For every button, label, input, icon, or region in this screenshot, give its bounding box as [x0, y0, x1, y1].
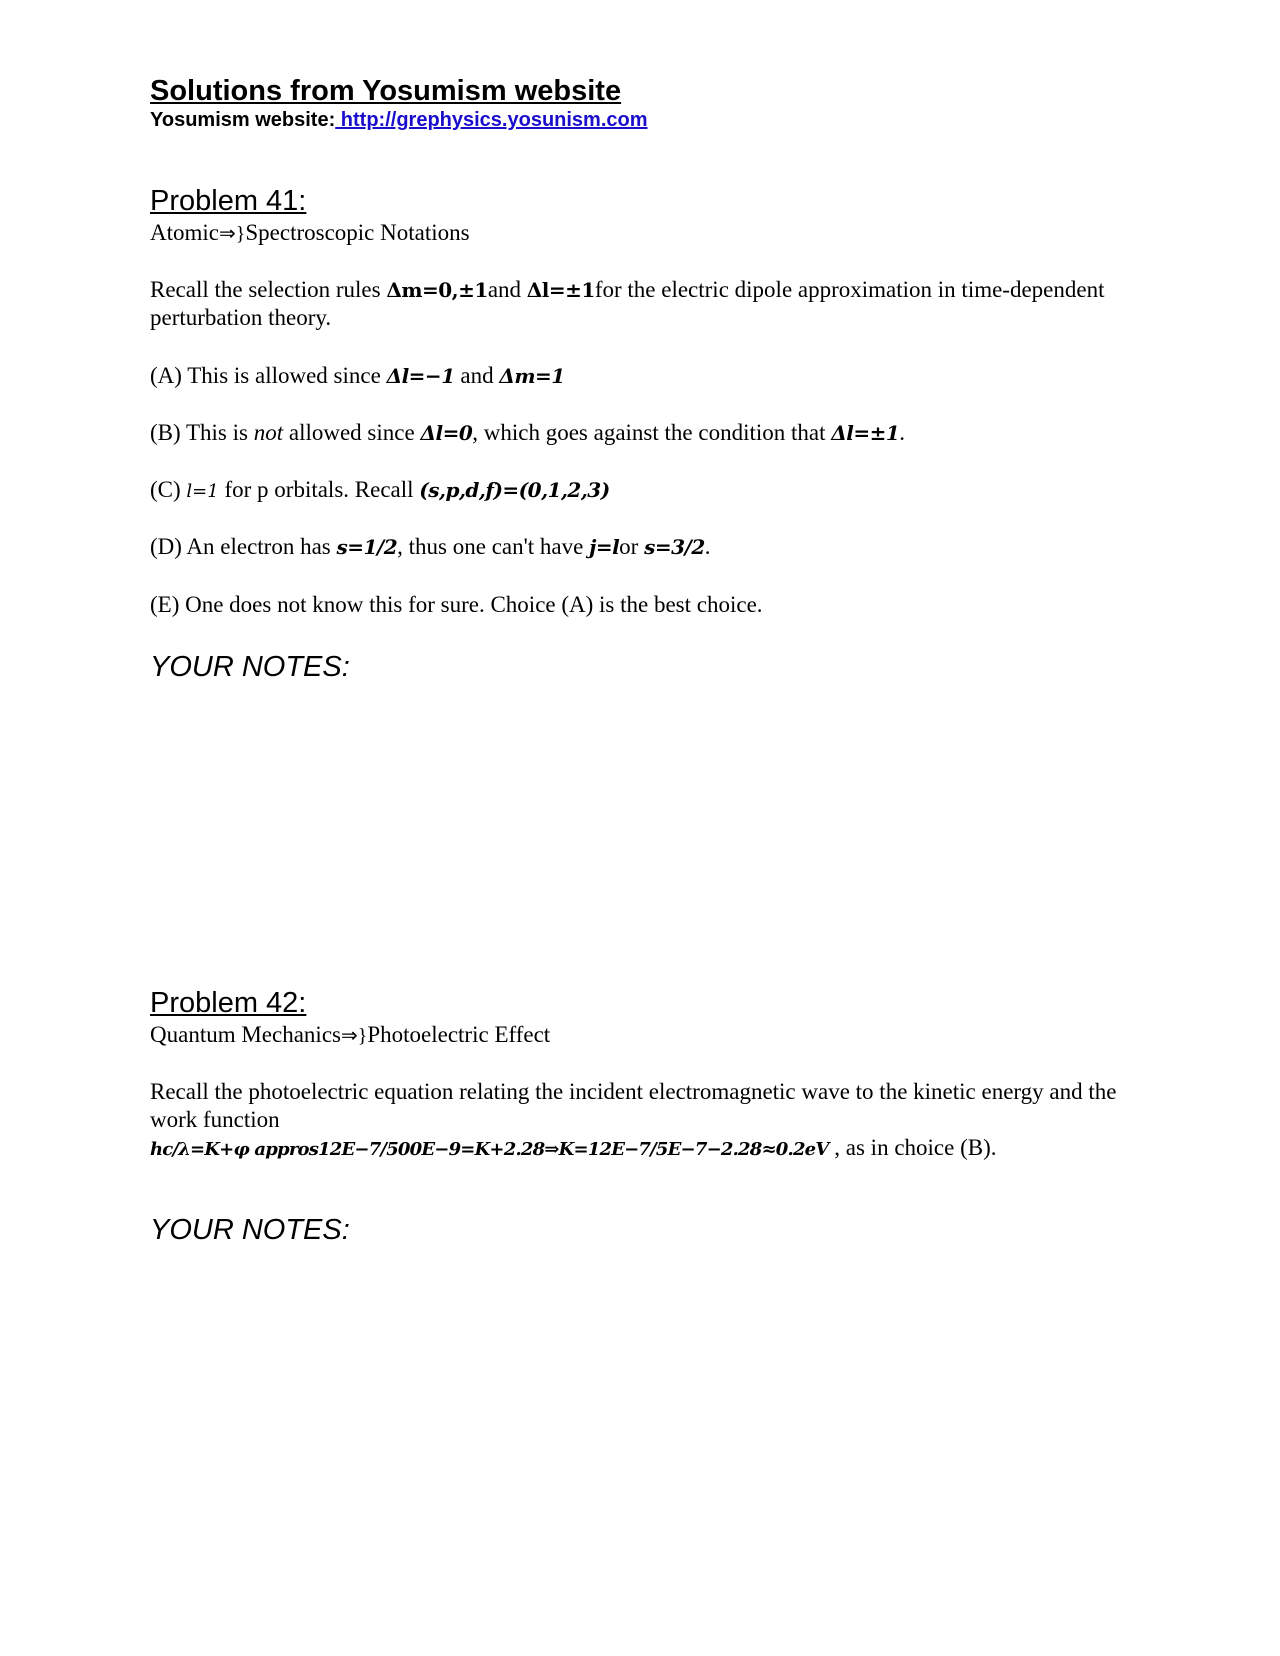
choice-b-text-3: , which goes against the condition that	[472, 420, 832, 445]
problem-41-intro	[150, 276, 1140, 332]
choice-d-math-1: s=1/2	[336, 535, 398, 559]
photoelectric-equation-math: hc/λ=K+φ appros12E−7/500E−9=K+2.28⇒K=12E−7/5E−7−2.28≈0.2eV	[150, 1139, 829, 1160]
choice-b-text-4: .	[899, 420, 906, 445]
choice-a-math-2: Δm=1	[499, 364, 565, 388]
problem-42-notes-label: YOUR NOTES:	[150, 1214, 350, 1246]
website-line	[150, 108, 648, 132]
photoelectric-intro: Recall the photoelectric equation relating the incident electromagnetic wave to the kinetic energy and the work function	[150, 1079, 1117, 1132]
choice-c-math-1: l=1	[186, 481, 219, 502]
choice-c-text-1: (C)	[150, 477, 187, 502]
choice-d-text-3: or	[619, 534, 645, 559]
choice-c	[150, 476, 1140, 506]
category-right: Spectroscopic Notations	[245, 220, 470, 245]
choice-b-math-2: Δl=±1	[831, 421, 900, 445]
choice-a-math-1: Δl=−1	[386, 364, 455, 388]
intro-text-2: and	[487, 277, 527, 302]
website-label: Yosumism website:	[150, 109, 336, 131]
problem-42-body	[150, 1078, 1140, 1164]
choice-d-text-1: (D) An electron has	[150, 534, 337, 559]
category-left: Quantum Mechanics	[150, 1022, 341, 1047]
choice-a-text-1: (A) This is allowed since	[150, 363, 387, 388]
selection-rule-m-math: Δm=0,±1	[386, 278, 488, 302]
problem-42-category	[150, 1021, 550, 1050]
intro-text-3: for the electric dipole approximation in time-dependent perturbation theory.	[150, 277, 1105, 330]
choice-d-text-4: .	[704, 534, 711, 559]
intro-text-1: Recall the selection rules	[150, 277, 387, 302]
category-left: Atomic	[150, 220, 219, 245]
choice-d-math-2: j=l	[589, 535, 620, 559]
choice-c-math-2: (s,p,d,f)=(0,1,2,3)	[419, 478, 610, 502]
selection-rule-l-math: Δl=±1	[526, 278, 595, 302]
problem-41-notes-label: YOUR NOTES:	[150, 651, 350, 683]
page-title: Solutions from Yosumism website	[150, 75, 622, 107]
choice-b-text-1: (B) This is	[150, 420, 254, 445]
choice-d	[150, 533, 1140, 561]
choice-b-math-1: Δl=0	[420, 421, 473, 445]
choice-d-math-3: s=3/2	[644, 535, 705, 559]
problem-41-heading: Problem 41:	[150, 185, 307, 217]
choice-b-emphasis: not	[253, 420, 284, 445]
choice-a	[150, 362, 1140, 390]
choice-e: (E) One does not know this for sure. Choice (A) is the best choice.	[150, 592, 763, 617]
photoelectric-conclusion: , as in choice (B).	[828, 1135, 997, 1160]
choice-b-text-2: allowed since	[283, 420, 421, 445]
choice-d-text-2: , thus one can't have	[397, 534, 590, 559]
category-arrow: ⇒}	[340, 1025, 368, 1047]
problem-42-heading: Problem 42:	[150, 987, 307, 1019]
category-right: Photoelectric Effect	[367, 1022, 551, 1047]
problem-41-category	[150, 219, 470, 248]
website-link[interactable]: http://grephysics.yosunism.com	[335, 109, 648, 131]
choice-a-text-2: and	[454, 363, 500, 388]
choice-c-text-2: for p orbitals. Recall	[218, 477, 420, 502]
choice-b	[150, 419, 1140, 447]
category-arrow: ⇒}	[219, 223, 246, 245]
